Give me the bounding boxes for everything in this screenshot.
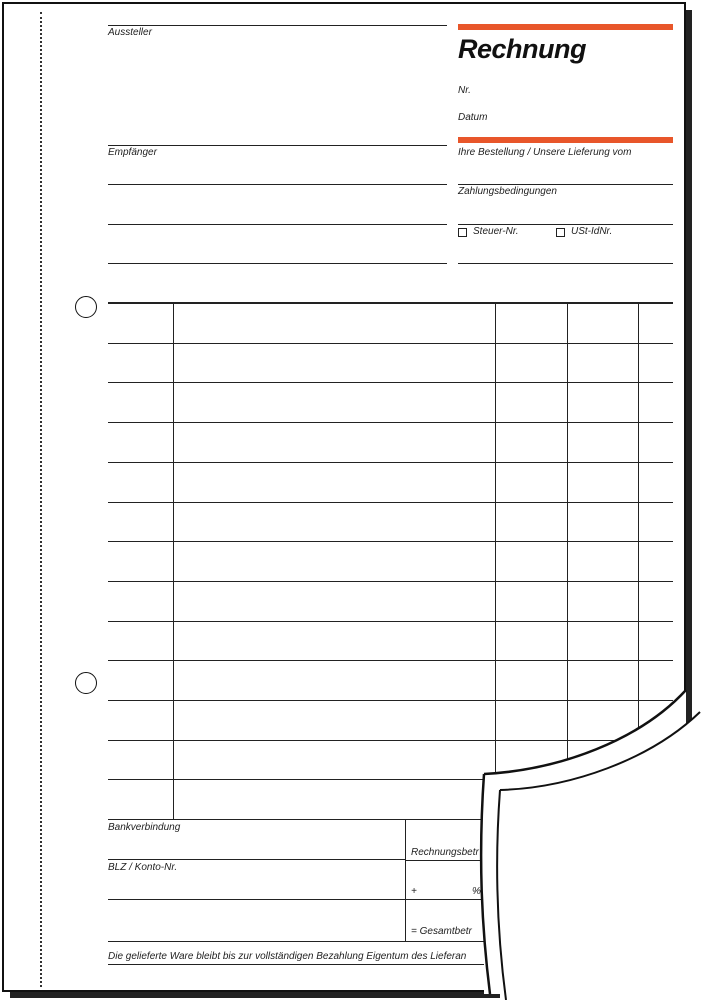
bestellung-label: Ihre Bestellung / Unsere Lieferung vom bbox=[458, 147, 632, 158]
empfaenger-label: Empfänger bbox=[108, 147, 157, 158]
invoice-date-label: Datum bbox=[458, 112, 488, 123]
zahlung-label: Zahlungsbedingungen bbox=[458, 186, 557, 197]
ustid-label: USt-IdNr. bbox=[571, 226, 613, 237]
percent-label: % bbox=[472, 886, 481, 897]
plus-label: + bbox=[411, 886, 417, 897]
document-title: Rechnung bbox=[458, 34, 586, 64]
bank-label: Bankverbindung bbox=[108, 822, 181, 833]
aussteller-label: Aussteller bbox=[108, 27, 152, 38]
blz-label: BLZ / Konto-Nr. bbox=[108, 862, 178, 873]
retention-of-title-note: Die gelieferte Ware bleibt bis zur vollständigen Bezahlung Eigentum des Lieferan bbox=[108, 951, 467, 962]
invoice-number-label: Nr. bbox=[458, 85, 471, 96]
gesamtbetrag-label: = Gesamtbetr bbox=[411, 926, 472, 937]
steuer-label: Steuer-Nr. bbox=[473, 226, 519, 237]
rechnungsbetrag-label: Rechnungsbetr bbox=[411, 847, 479, 858]
